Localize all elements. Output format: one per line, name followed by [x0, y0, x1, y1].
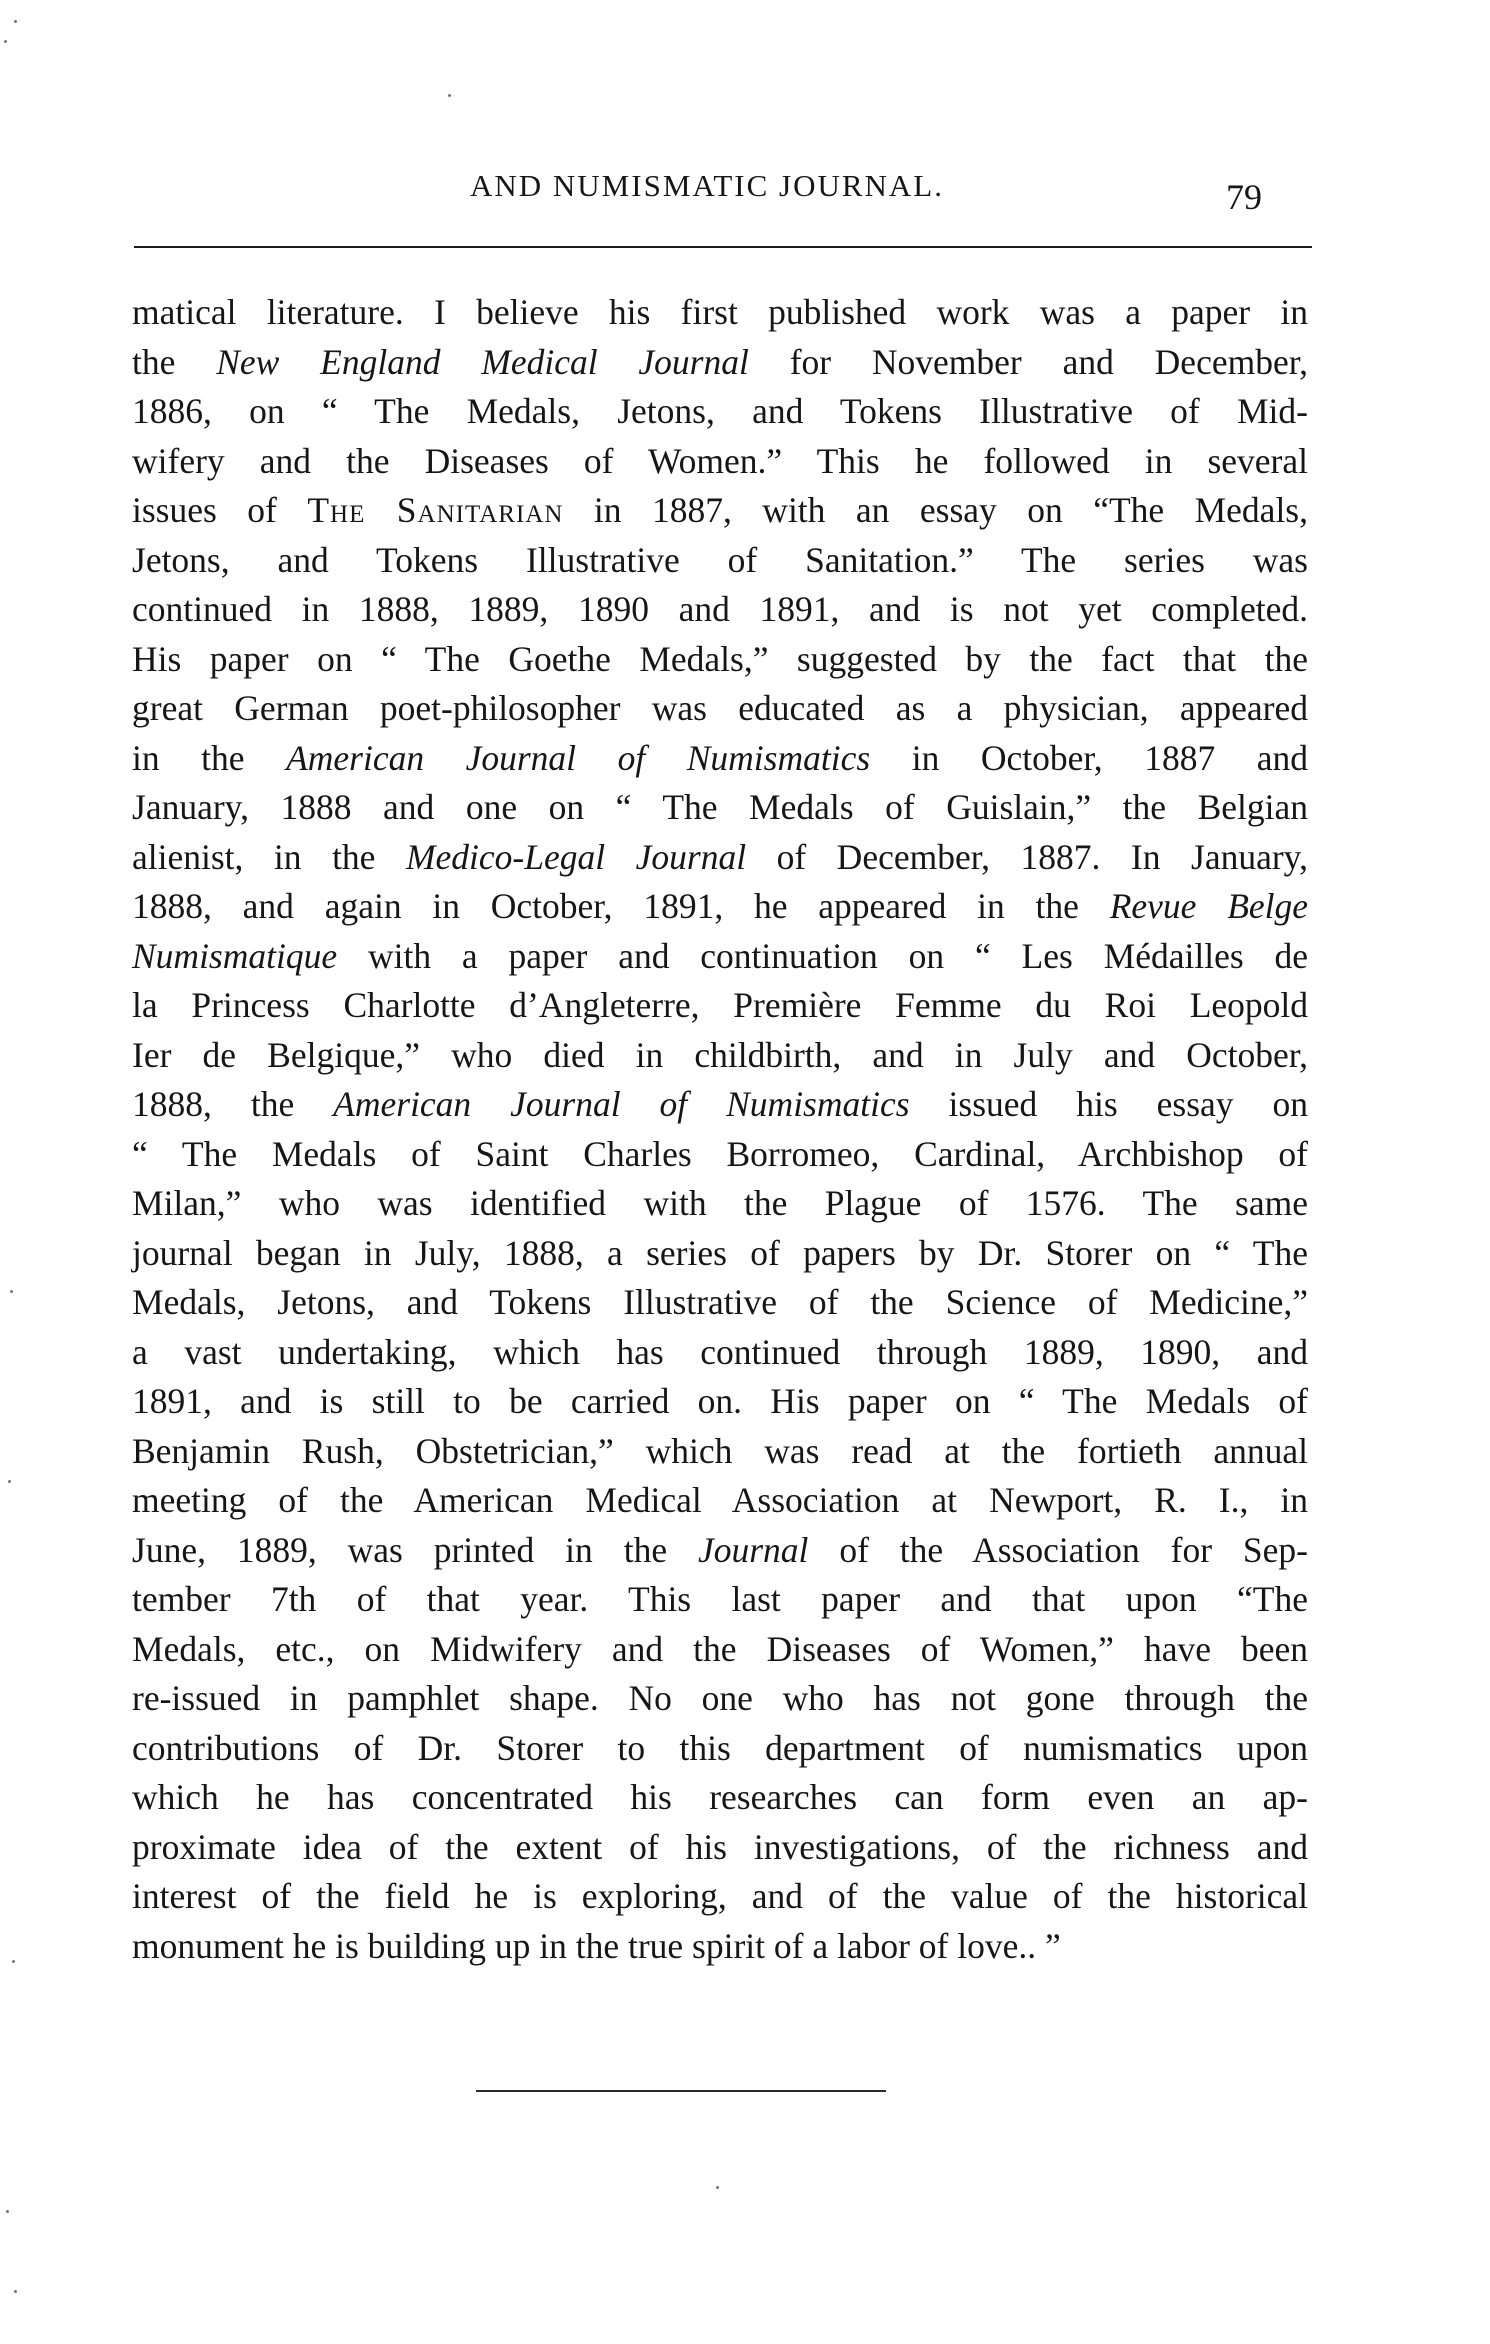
text-line: [132, 1031, 1308, 1081]
italic-title: Medico-Legal Journal: [405, 836, 747, 877]
text-line: [132, 1377, 1308, 1427]
text-line: [132, 437, 1308, 487]
text-run: continued in 1888, 1889, 1890 and 1891, and is not yet completed.: [132, 589, 1308, 629]
text-run: January, 1888 and one on “ The Medals of Guislain,” the Belgian: [132, 787, 1308, 827]
italic-title: Numismatique: [132, 935, 338, 976]
text-line: [132, 338, 1308, 388]
text-run: in the: [132, 737, 287, 778]
text-run: issues of: [132, 490, 308, 530]
text-run: of December, 1887. In January,: [746, 836, 1308, 877]
text-run: 1886, on “ The Medals, Jetons, and Tokens Illustrative of Mid-: [132, 391, 1308, 431]
text-run: matical literature. I believe his first published work was a paper in: [132, 292, 1308, 332]
text-line: [132, 1872, 1308, 1922]
text-line: [132, 783, 1308, 833]
text-run: wifery and the Diseases of Women.” This he followed in several: [132, 440, 1308, 481]
text-line: [132, 635, 1308, 685]
text-line: [132, 1724, 1308, 1774]
scan-speck: [14, 2290, 17, 2293]
text-line: [132, 1328, 1308, 1378]
text-run: meeting of the American Medical Association at Newport, R. I., in: [132, 1480, 1308, 1520]
text-run: journal began in July, 1888, a series of papers by Dr. Storer on “ The: [132, 1232, 1308, 1273]
scan-speck: [8, 1480, 11, 1483]
text-run: for November and December,: [748, 341, 1308, 382]
text-line: [132, 486, 1308, 536]
text-run: 1888, the: [132, 1084, 334, 1124]
text-line: [132, 1229, 1308, 1279]
text-run: of the Association for Sep-: [808, 1529, 1308, 1570]
text-run: Ier de Belgique,” who died in childbirth, and in July and October,: [132, 1034, 1308, 1075]
body-text: [132, 288, 1308, 1971]
page-number: 79: [1226, 177, 1262, 217]
italic-title: Journal: [697, 1529, 809, 1570]
text-line: [132, 932, 1308, 982]
text-run: with a paper and continuation on “ Les Médailles de: [337, 935, 1308, 976]
text-line: [132, 1427, 1308, 1477]
text-line: [132, 288, 1308, 338]
running-head: AND NUMISMATIC JOURNAL.: [470, 168, 944, 203]
text-run: Medals, etc., on Midwifery and the Diseases of Women,” have been: [132, 1628, 1308, 1669]
text-run: in 1887, with an essay on “The Medals,: [563, 490, 1308, 530]
text-run: which he has concentrated his researches can form even an ap-: [132, 1777, 1308, 1817]
scan-speck: [4, 40, 7, 43]
text-line: [132, 1080, 1308, 1130]
text-line: [132, 1674, 1308, 1724]
text-run: re-issued in pamphlet shape. No one who has not gone through the: [132, 1678, 1308, 1718]
text-run: la Princess Charlotte d’Angleterre, Première Femme du Roi Leopold: [132, 985, 1308, 1025]
italic-title: Revue Belge: [1109, 886, 1309, 926]
text-line: [132, 1526, 1308, 1576]
text-line: [132, 536, 1308, 586]
text-line: [132, 684, 1308, 734]
header-rule: [134, 246, 1312, 248]
text-line: [132, 1278, 1308, 1328]
text-run: proximate idea of the extent of his investigations, of the richness and: [132, 1826, 1308, 1867]
text-line: [132, 1773, 1308, 1823]
text-run: alienist, in the: [132, 836, 406, 877]
text-run: tember 7th of that year. This last paper and that upon “The: [132, 1579, 1308, 1619]
scan-speck: [10, 1290, 13, 1293]
text-run: the: [132, 341, 217, 382]
text-run: monument he is building up in the true spirit of a labor of love.. ”: [132, 1925, 1061, 1966]
scan-speck: [448, 94, 451, 97]
italic-title: New England Medical Journal: [216, 341, 749, 382]
scan-speck: [6, 2210, 9, 2213]
scan-speck: [716, 2186, 719, 2189]
end-rule: [476, 2090, 886, 2092]
text-line: [132, 1476, 1308, 1526]
text-run: 1888, and again in October, 1891, he appeared in the: [132, 886, 1110, 926]
text-line: [132, 1179, 1308, 1229]
text-run: issued his essay on: [909, 1084, 1308, 1124]
text-run: in October, 1887 and: [870, 737, 1308, 778]
text-line: [132, 1823, 1308, 1873]
text-run: June, 1889, was printed in the: [132, 1529, 698, 1570]
text-run: Jetons, and Tokens Illustrative of Sanitation.” The series was: [132, 539, 1308, 580]
italic-title: American Journal of Numismatics: [333, 1084, 910, 1124]
text-line: [132, 882, 1308, 932]
text-run: contributions of Dr. Storer to this department of numismatics upon: [132, 1727, 1308, 1768]
text-line: [132, 833, 1308, 883]
text-line: [132, 981, 1308, 1031]
text-run: great German poet-philosopher was educated as a physician, appeared: [132, 688, 1308, 728]
scan-speck: [14, 20, 17, 23]
text-line: [132, 1130, 1308, 1180]
text-run: His paper on “ The Goethe Medals,” suggested by the fact that the: [132, 638, 1308, 679]
text-line: [132, 1625, 1308, 1675]
text-run: “ The Medals of Saint Charles Borromeo, Cardinal, Archbishop of: [132, 1133, 1308, 1174]
text-line: [132, 1575, 1308, 1625]
text-run: 1891, and is still to be carried on. His paper on “ The Medals of: [132, 1381, 1308, 1421]
scan-speck: [12, 1960, 15, 1963]
text-run: a vast undertaking, which has continued through 1889, 1890, and: [132, 1331, 1308, 1372]
text-run: interest of the field he is exploring, and of the value of the historical: [132, 1876, 1308, 1916]
small-caps-title: The Sanitarian: [307, 490, 564, 530]
text-run: Benjamin Rush, Obstetrician,” which was read at the fortieth annual: [132, 1430, 1308, 1471]
text-line: [132, 585, 1308, 635]
italic-title: American Journal of Numismatics: [286, 737, 871, 778]
text-line: [132, 387, 1308, 437]
text-line: [132, 734, 1308, 784]
text-run: Medals, Jetons, and Tokens Illustrative of the Science of Medicine,”: [132, 1282, 1308, 1322]
text-run: Milan,” who was identified with the Plague of 1576. The same: [132, 1183, 1308, 1223]
text-line: [132, 1922, 1308, 1972]
